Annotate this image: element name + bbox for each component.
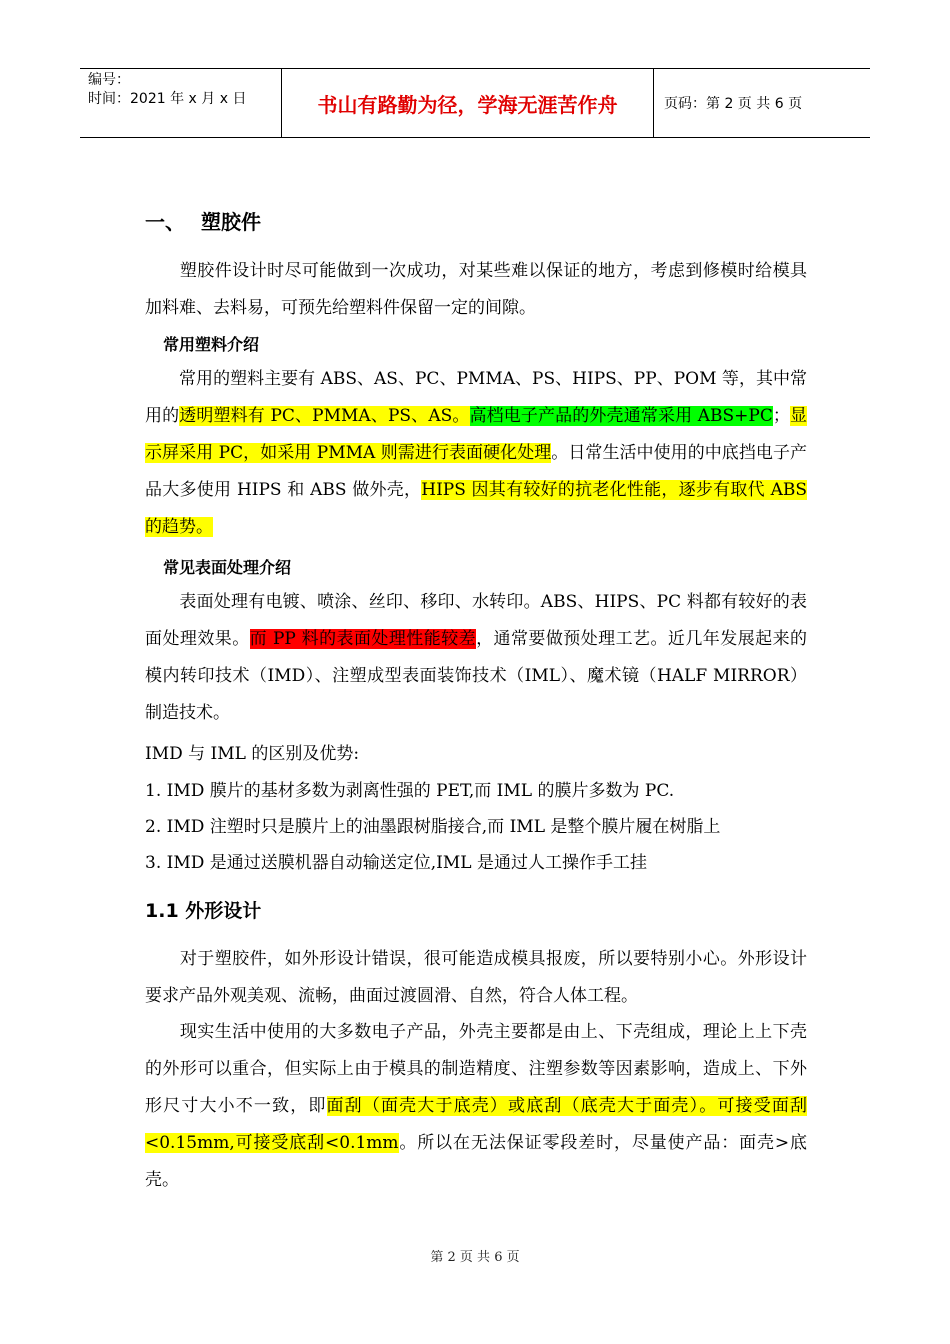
highlight-scratch-tolerance: 面刮（面壳大于底壳）或底刮（底壳大于面壳）。可接受面刮<0.15mm,可接受底刮<0.1mm xyxy=(145,1096,808,1153)
imd-item-3: 3. IMD 是通过送膜机器自动输送定位,IML 是通过人工操作手工挂 xyxy=(145,853,647,873)
surface-text-c: ，通常要做预处理工艺。近几年发展起来的模内转印技术（IMD）、注塑成型表面装饰技术（IML）、魔术镜（HALF MIRROR）制造技术。 xyxy=(145,629,808,723)
section-title-text: 塑胶件 xyxy=(201,210,261,234)
shape-paragraph-1: 对于塑胶件，如外形设计错误，很可能造成模具报废，所以要特别小心。外形设计要求产品外观美观、流畅，曲面过渡圆滑、自然，符合人体工程。 xyxy=(145,949,807,1006)
number-label: 编号： xyxy=(88,72,130,88)
surface-paragraph xyxy=(145,584,807,732)
plastics-text-d: ； xyxy=(772,406,790,426)
header-meta xyxy=(80,69,282,137)
section-number: 一、 xyxy=(145,210,185,234)
header-motto: 书山有路勤为径，学海无涯苦作舟 xyxy=(282,69,654,137)
plastics-text-f: 。日常生活中使用的中底挡电子产品大多使用 HIPS 和 ABS 做外壳， xyxy=(145,443,808,500)
highlight-display-pc: 显示屏采用 PC，如采用 PMMA 则需进行表面硬化处理 xyxy=(145,406,807,463)
plastics-text-a: 常用的塑料主要有 ABS、AS、PC、PMMA、PS、HIPS、PP、POM 等，其中常用的 xyxy=(145,369,807,426)
imd-intro: IMD 与 IML 的区别及优势: xyxy=(145,744,360,764)
highlight-pp-surface: 而 PP 料的表面处理性能较差 xyxy=(249,629,477,649)
header-page-info: 页码：第 2 页 共 6 页 xyxy=(664,96,803,112)
time-label: 时间：2021 年 x 月 x 日 xyxy=(88,91,247,107)
highlight-transparent-plastics: 透明塑料有 PC、PMMA、PS、AS。 xyxy=(179,406,470,426)
intro-paragraph: 塑胶件设计时尽可能做到一次成功，对某些难以保证的地方，考虑到修模时给模具加料难、去料易，可预先给塑料件保留一定的间隙。 xyxy=(145,261,807,318)
surface-text-a: 表面处理有电镀、喷涂、丝印、移印、水转印。ABS、HIPS、PC 料都有较好的表面处理效果。 xyxy=(145,592,807,649)
plastics-paragraph xyxy=(145,361,807,546)
page-footer: 第 2 页 共 6 页 xyxy=(430,1250,520,1265)
highlight-hips: HIPS 因其有较好的抗老化性能，逐步有取代 ABS 的趋势。 xyxy=(145,480,807,537)
section-title xyxy=(145,206,261,235)
document-header xyxy=(80,68,870,138)
imd-item-1: 1. IMD 膜片的基材多数为剥离性强的 PET,而 IML 的膜片多数为 PC. xyxy=(145,781,675,801)
subsection-title: 1.1 外形设计 xyxy=(145,900,262,922)
plastics-heading: 常用塑料介绍 xyxy=(163,335,260,354)
shape-text-a: 现实生活中使用的大多数电子产品，外壳主要都是由上、下壳组成，理论上上下壳的外形可以重合，但实际上由于模具的制造精度、注塑参数等因素影响，造成上、下外形尺寸大小不一致，即 xyxy=(145,1022,807,1116)
highlight-high-end-shell: 高档电子产品的外壳通常采用 ABS+PC xyxy=(469,406,773,426)
shape-text-c: 。所以在无法保证零段差时，尽量使产品：面壳>底壳。 xyxy=(145,1133,808,1190)
surface-heading: 常见表面处理介绍 xyxy=(163,558,292,577)
imd-item-2: 2. IMD 注塑时只是膜片上的油墨跟树脂接合,而 IML 是整个膜片履在树脂上 xyxy=(145,817,721,837)
shape-paragraph-2 xyxy=(145,1014,807,1199)
